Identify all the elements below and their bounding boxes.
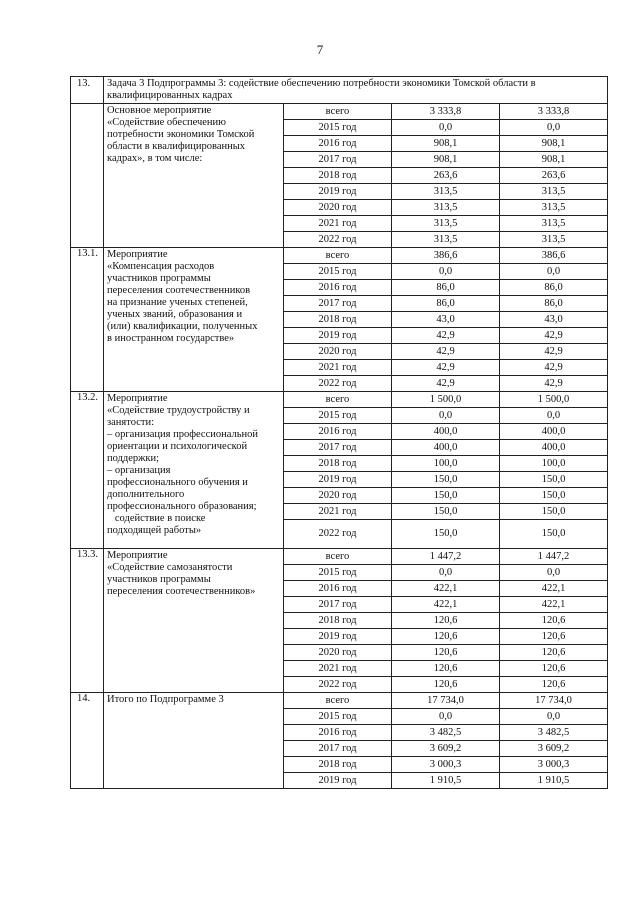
description-line: ученых званий, образования и bbox=[107, 309, 243, 320]
total-value-cell: 313,5 bbox=[392, 184, 500, 200]
table-row bbox=[71, 248, 608, 264]
total-value-cell: 0,0 bbox=[392, 709, 500, 725]
section-description bbox=[104, 104, 284, 248]
total-value-cell: 313,5 bbox=[392, 216, 500, 232]
description-line: «Содействие самозанятости bbox=[107, 562, 233, 573]
period-cell: 2021 год bbox=[284, 216, 392, 232]
total-value-cell: 43,0 bbox=[392, 312, 500, 328]
period-cell: всего bbox=[284, 104, 392, 120]
total-value-cell: 150,0 bbox=[392, 504, 500, 520]
period-cell: 2016 год bbox=[284, 136, 392, 152]
description-line: Мероприятие bbox=[107, 550, 168, 561]
period-cell: 2017 год bbox=[284, 296, 392, 312]
period-cell: 2019 год bbox=[284, 629, 392, 645]
budget-value-cell: 1 447,2 bbox=[500, 549, 608, 565]
period-cell: 2022 год bbox=[284, 232, 392, 248]
total-value-cell: 100,0 bbox=[392, 456, 500, 472]
budget-value-cell: 120,6 bbox=[500, 661, 608, 677]
description-line: Мероприятие bbox=[107, 249, 168, 260]
budget-value-cell: 3 000,3 bbox=[500, 757, 608, 773]
budget-value-cell: 400,0 bbox=[500, 424, 608, 440]
total-value-cell: 3 609,2 bbox=[392, 741, 500, 757]
description-line: подходящей работы» bbox=[107, 525, 202, 536]
description-line: «Содействие обеспечению bbox=[107, 117, 227, 128]
total-value-cell: 86,0 bbox=[392, 280, 500, 296]
period-cell: 2022 год bbox=[284, 376, 392, 392]
total-value-cell: 386,6 bbox=[392, 248, 500, 264]
budget-value-cell: 3 482,5 bbox=[500, 725, 608, 741]
budget-value-cell: 386,6 bbox=[500, 248, 608, 264]
total-value-cell: 120,6 bbox=[392, 629, 500, 645]
description-line: – организация профессиональной bbox=[107, 429, 259, 440]
description-line: Мероприятие bbox=[107, 393, 168, 404]
period-cell: 2015 год bbox=[284, 709, 392, 725]
section-description bbox=[104, 693, 284, 789]
period-cell: 2020 год bbox=[284, 200, 392, 216]
description-line: ориентации и психологической bbox=[107, 441, 248, 452]
budget-value-cell: 313,5 bbox=[500, 232, 608, 248]
total-value-cell: 86,0 bbox=[392, 296, 500, 312]
funding-table-body bbox=[71, 77, 608, 789]
description-line: участников программы bbox=[107, 273, 211, 284]
period-cell: всего bbox=[284, 549, 392, 565]
description-line: в иностранном государстве» bbox=[107, 333, 235, 344]
budget-value-cell: 3 609,2 bbox=[500, 741, 608, 757]
section-description bbox=[104, 549, 284, 693]
description-line: кадрах», в том числе: bbox=[107, 153, 203, 164]
period-cell: 2019 год bbox=[284, 472, 392, 488]
description-line: «Компенсация расходов bbox=[107, 261, 215, 272]
total-value-cell: 150,0 bbox=[392, 472, 500, 488]
description-line: (или) квалификации, полученных bbox=[107, 321, 258, 332]
budget-value-cell: 0,0 bbox=[500, 565, 608, 581]
total-value-cell: 1 447,2 bbox=[392, 549, 500, 565]
period-cell: всего bbox=[284, 248, 392, 264]
total-value-cell: 0,0 bbox=[392, 565, 500, 581]
period-cell: 2020 год bbox=[284, 488, 392, 504]
table-row bbox=[71, 549, 608, 565]
budget-value-cell: 150,0 bbox=[500, 520, 608, 549]
budget-value-cell: 422,1 bbox=[500, 581, 608, 597]
period-cell: 2015 год bbox=[284, 565, 392, 581]
budget-value-cell: 120,6 bbox=[500, 629, 608, 645]
total-value-cell: 313,5 bbox=[392, 200, 500, 216]
description-line: занятости: bbox=[107, 417, 155, 428]
period-cell: всего bbox=[284, 693, 392, 709]
total-value-cell: 908,1 bbox=[392, 152, 500, 168]
total-value-cell: 3 000,3 bbox=[392, 757, 500, 773]
total-value-cell: 0,0 bbox=[392, 120, 500, 136]
period-cell: 2019 год bbox=[284, 184, 392, 200]
period-cell: 2016 год bbox=[284, 581, 392, 597]
budget-value-cell: 1 910,5 bbox=[500, 773, 608, 789]
total-value-cell: 120,6 bbox=[392, 661, 500, 677]
budget-value-cell: 42,9 bbox=[500, 360, 608, 376]
total-value-cell: 42,9 bbox=[392, 360, 500, 376]
table-row bbox=[71, 693, 608, 709]
budget-value-cell: 3 333,8 bbox=[500, 104, 608, 120]
period-cell: 2016 год bbox=[284, 725, 392, 741]
table-row bbox=[71, 104, 608, 120]
budget-value-cell: 42,9 bbox=[500, 376, 608, 392]
budget-value-cell: 908,1 bbox=[500, 152, 608, 168]
total-value-cell: 400,0 bbox=[392, 424, 500, 440]
description-line: поддержки; bbox=[107, 453, 160, 464]
description-line: на признание ученых степеней, bbox=[107, 297, 248, 308]
description-line: Итого по Подпрограмме 3 bbox=[107, 694, 224, 705]
total-value-cell: 0,0 bbox=[392, 264, 500, 280]
budget-value-cell: 313,5 bbox=[500, 216, 608, 232]
section-number: 13.1. bbox=[71, 248, 104, 392]
section-description bbox=[104, 248, 284, 392]
budget-value-cell: 0,0 bbox=[500, 264, 608, 280]
budget-value-cell: 313,5 bbox=[500, 200, 608, 216]
budget-value-cell: 42,9 bbox=[500, 328, 608, 344]
budget-value-cell: 150,0 bbox=[500, 504, 608, 520]
period-cell: 2018 год bbox=[284, 456, 392, 472]
total-value-cell: 120,6 bbox=[392, 613, 500, 629]
period-cell: 2015 год bbox=[284, 120, 392, 136]
period-cell: 2017 год bbox=[284, 152, 392, 168]
budget-value-cell: 120,6 bbox=[500, 677, 608, 693]
period-cell: 2021 год bbox=[284, 504, 392, 520]
section-number bbox=[71, 104, 104, 248]
period-cell: 2022 год bbox=[284, 677, 392, 693]
total-value-cell: 263,6 bbox=[392, 168, 500, 184]
period-cell: 2017 год bbox=[284, 741, 392, 757]
description-line: участников программы bbox=[107, 574, 211, 585]
period-cell: 2017 год bbox=[284, 597, 392, 613]
budget-value-cell: 150,0 bbox=[500, 488, 608, 504]
task-title: Задача 3 Подпрограммы 3: содействие обеспечению потребности экономики Томской области в квалифицированных кадрах bbox=[104, 77, 608, 104]
period-cell: 2022 год bbox=[284, 520, 392, 549]
description-line: потребности экономики Томской bbox=[107, 129, 255, 140]
budget-value-cell: 0,0 bbox=[500, 408, 608, 424]
page-number: 7 bbox=[316, 42, 324, 57]
budget-value-cell: 0,0 bbox=[500, 709, 608, 725]
total-value-cell: 150,0 bbox=[392, 520, 500, 549]
budget-value-cell: 263,6 bbox=[500, 168, 608, 184]
description-line: «Содействие трудоустройству и bbox=[107, 405, 250, 416]
budget-value-cell: 0,0 bbox=[500, 120, 608, 136]
description-line: Основное мероприятие bbox=[107, 105, 212, 116]
period-cell: 2021 год bbox=[284, 661, 392, 677]
budget-value-cell: 400,0 bbox=[500, 440, 608, 456]
total-value-cell: 400,0 bbox=[392, 440, 500, 456]
description-line: профессионального обучения и bbox=[107, 477, 248, 488]
section-description bbox=[104, 392, 284, 549]
task-row bbox=[71, 77, 608, 104]
period-cell: 2015 год bbox=[284, 264, 392, 280]
total-value-cell: 3 333,8 bbox=[392, 104, 500, 120]
budget-value-cell: 150,0 bbox=[500, 472, 608, 488]
budget-value-cell: 86,0 bbox=[500, 296, 608, 312]
period-cell: 2019 год bbox=[284, 773, 392, 789]
description-line: содействие в поиске bbox=[107, 513, 206, 524]
budget-value-cell: 42,9 bbox=[500, 344, 608, 360]
description-line: области в квалифицированных bbox=[107, 141, 246, 152]
total-value-cell: 17 734,0 bbox=[392, 693, 500, 709]
total-value-cell: 42,9 bbox=[392, 344, 500, 360]
description-line: профессионального образования; bbox=[107, 501, 257, 512]
total-value-cell: 422,1 bbox=[392, 581, 500, 597]
section-number: 14. bbox=[71, 693, 104, 789]
total-value-cell: 120,6 bbox=[392, 645, 500, 661]
budget-value-cell: 86,0 bbox=[500, 280, 608, 296]
total-value-cell: 0,0 bbox=[392, 408, 500, 424]
section-number: 13.3. bbox=[71, 549, 104, 693]
budget-value-cell: 313,5 bbox=[500, 184, 608, 200]
period-cell: 2020 год bbox=[284, 645, 392, 661]
total-value-cell: 3 482,5 bbox=[392, 725, 500, 741]
total-value-cell: 120,6 bbox=[392, 677, 500, 693]
total-value-cell: 1 500,0 bbox=[392, 392, 500, 408]
period-cell: 2019 год bbox=[284, 328, 392, 344]
period-cell: 2018 год bbox=[284, 757, 392, 773]
description-line: – организация bbox=[107, 465, 171, 476]
period-cell: 2017 год bbox=[284, 440, 392, 456]
total-value-cell: 150,0 bbox=[392, 488, 500, 504]
period-cell: 2018 год bbox=[284, 613, 392, 629]
period-cell: 2018 год bbox=[284, 312, 392, 328]
period-cell: 2018 год bbox=[284, 168, 392, 184]
budget-value-cell: 422,1 bbox=[500, 597, 608, 613]
total-value-cell: 908,1 bbox=[392, 136, 500, 152]
period-cell: 2015 год bbox=[284, 408, 392, 424]
total-value-cell: 422,1 bbox=[392, 597, 500, 613]
description-line: дополнительного bbox=[107, 489, 185, 500]
budget-value-cell: 908,1 bbox=[500, 136, 608, 152]
budget-value-cell: 1 500,0 bbox=[500, 392, 608, 408]
period-cell: 2016 год bbox=[284, 424, 392, 440]
budget-value-cell: 100,0 bbox=[500, 456, 608, 472]
budget-value-cell: 43,0 bbox=[500, 312, 608, 328]
section-number: 13.2. bbox=[71, 392, 104, 549]
total-value-cell: 1 910,5 bbox=[392, 773, 500, 789]
task-number: 13. bbox=[71, 77, 104, 104]
budget-value-cell: 17 734,0 bbox=[500, 693, 608, 709]
period-cell: 2020 год bbox=[284, 344, 392, 360]
table-row bbox=[71, 392, 608, 408]
description-line: переселения соотечественников» bbox=[107, 586, 256, 597]
period-cell: 2016 год bbox=[284, 280, 392, 296]
description-line: переселения соотечественников bbox=[107, 285, 251, 296]
budget-value-cell: 120,6 bbox=[500, 613, 608, 629]
total-value-cell: 42,9 bbox=[392, 376, 500, 392]
period-cell: всего bbox=[284, 392, 392, 408]
funding-table bbox=[70, 76, 608, 789]
budget-value-cell: 120,6 bbox=[500, 645, 608, 661]
period-cell: 2021 год bbox=[284, 360, 392, 376]
total-value-cell: 42,9 bbox=[392, 328, 500, 344]
total-value-cell: 313,5 bbox=[392, 232, 500, 248]
